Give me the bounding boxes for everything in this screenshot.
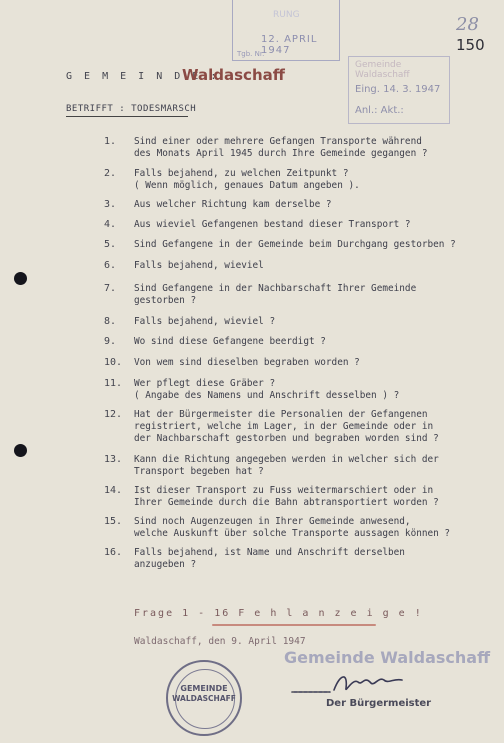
gemeinde-name-stamp: Waldaschaff [182,66,285,84]
question-text: Sind noch Augenzeugen in Ihrer Gemeinde anwesend, welche Auskunft über solche Transporte aussagen können ? [134,516,451,539]
question-number: 8. [104,316,117,327]
received-stamp-date: 12. APRIL 1947 [261,34,318,56]
question-number: 12. [104,409,123,420]
question-number: 2. [104,168,117,179]
fehlanzeige-underline [212,624,376,626]
fehlanzeige-line: Frage 1 - 16 F e h l a n z e i g e ! [134,608,423,619]
question-number: 15. [104,516,123,527]
received-stamp-small: Tgb. Nr. [237,50,265,58]
subject-line: BETRIFFT : TODESMARSCH [66,104,197,114]
entry-stamp [348,56,450,124]
question-text: Von wem sind dieselben begraben worden ? [134,357,360,368]
question-number: 6. [104,260,117,271]
question-number: 3. [104,199,117,210]
question-number: 11. [104,378,123,389]
question-text: Wo sind diese Gefangene beerdigt ? [134,336,326,347]
gemeinde-label: G E M E I N D E : [66,71,220,82]
question-text: Falls bejahend, zu welchen Zeitpunkt ? ( Wenn möglich, genaues Datum angeben ). [134,168,360,191]
received-stamp-top [232,0,340,61]
place-date-line: Waldaschaff, den 9. April 1947 [134,636,306,647]
mayor-title-stamp: Der Bürgermeister [326,698,432,709]
round-seal-line-1: GEMEINDE [180,684,228,693]
question-text: Aus wieviel Gefangenen bestand dieser Transport ? [134,219,411,230]
mayor-signature [290,668,420,698]
question-text: Sind einer oder mehrere Gefangen Transporte während des Monats April 1945 durch Ihre Gemeinde gegangen ? [134,136,428,159]
question-number: 9. [104,336,117,347]
question-number: 5. [104,239,117,250]
subject-underline [66,116,188,117]
entry-stamp-eingang: Eing. 14. 3. 1947 [355,84,441,95]
page-number: 150 [456,36,485,54]
gemeinde-seal-stamp: Gemeinde Waldaschaff [284,648,491,667]
question-number: 4. [104,219,117,230]
question-text: Falls bejahend, ist Name und Anschrift derselben anzugeben ? [134,547,405,570]
question-number: 10. [104,357,123,368]
question-text: Ist dieser Transport zu Fuss weitermarschiert oder in Ihrer Gemeinde durch die Bahn abtransportiert worden ? [134,485,439,508]
question-text: Sind Gefangene in der Gemeinde beim Durchgang gestorben ? [134,239,456,250]
entry-stamp-anlage: Anl.: Akt.: [355,105,404,116]
question-text: Falls bejahend, wieviel ? [134,316,276,327]
question-text: Falls bejahend, wieviel [134,260,264,271]
question-number: 14. [104,485,123,496]
question-text: Wer pflegt diese Gräber ? ( Angabe des Namens und Anschrift desselben ) ? [134,378,400,401]
entry-stamp-gemeinde: Gemeinde Waldaschaff [355,60,410,80]
punch-hole-bottom [14,444,27,457]
question-number: 7. [104,283,117,294]
question-number: 1. [104,136,117,147]
pencil-page-number: 28 [456,14,479,35]
question-number: 16. [104,547,123,558]
question-text: Sind Gefangene in der Nachbarschaft Ihrer Gemeinde gestorben ? [134,283,417,306]
round-seal-line-2: WALDASCHAFF [172,694,236,703]
question-text: Aus welcher Richtung kam derselbe ? [134,199,332,210]
question-number: 13. [104,454,123,465]
question-text: Kann die Richtung angegeben werden in welcher sich der Transport begeben hat ? [134,454,439,477]
received-stamp-fragment: RUNG [273,10,300,20]
round-municipal-seal [166,660,242,736]
punch-hole-top [14,272,27,285]
question-text: Hat der Bürgermeister die Personalien der Gefangenen registriert, welche im Lager, in der Gemeinde oder in der Nachbarschaft gestorben und begraben worden sind ? [134,409,439,444]
